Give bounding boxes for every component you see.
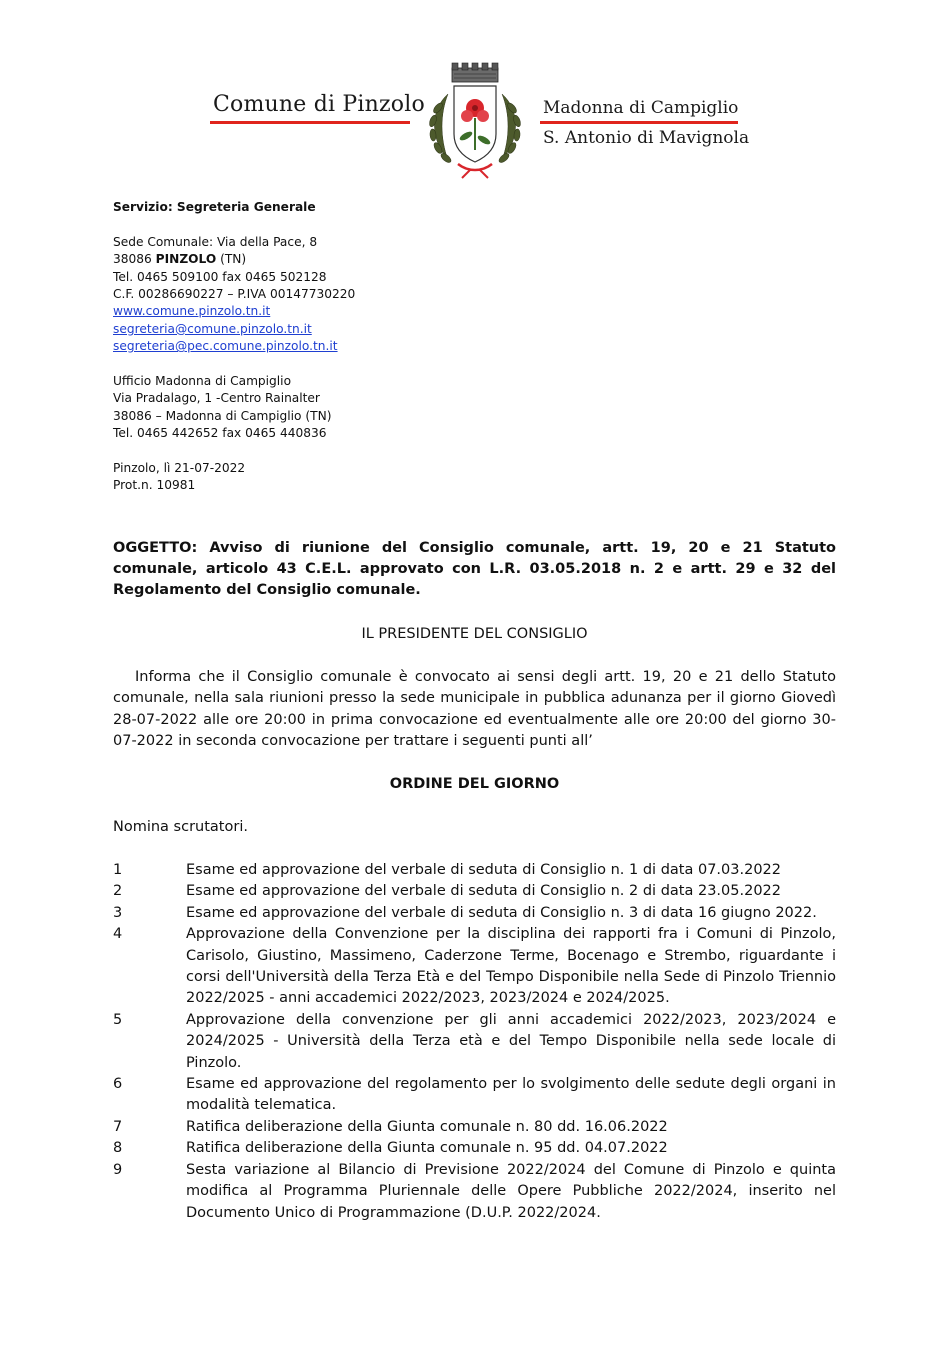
postcode: 38086 [113,252,152,267]
agenda-item-text: Approvazione della convenzione per gli anni accademici 2022/2023, 2023/2024 e 2024/2025 - Università della Terza età e del Tempo Disponibile nella sede locale di Pinzolo. [186,1011,836,1071]
address-line: Sede Comunale: Via della Pace, 8 [113,234,318,249]
agenda-item-number: 1 [113,862,123,878]
agenda-item-text: Approvazione della Convenzione per la disciplina dei rapporti fra i Comuni di Pinzolo, Carisolo, Giustino, Massimeno, Caderzone Terme, Bocenago e Strembo, riguardante i corsi dell'Università della Terza Età e del Tempo Disponibile nella Sede di Pinzolo Triennio 2022/2025 - anni accademici 2022/2023, 2023/2024 e 2024/2025. [186,926,836,1007]
agenda-item-number: 7 [113,1118,123,1135]
province: (TN) [220,252,247,267]
agenda-item-number: 3 [113,904,123,921]
agenda-item-number: 9 [113,1161,123,1178]
email-link[interactable]: segreteria@comune.pinzolo.tn.it [113,321,312,336]
scrutineers-item: Nomina scrutatori. [113,819,248,835]
postcode-city [113,251,833,268]
sender-block [113,199,833,495]
agenda-item-number: 6 [113,1076,123,1093]
agenda-list [113,860,836,1224]
agenda-heading: ORDINE DEL GIORNO [389,776,560,792]
letterhead [0,0,950,190]
president-heading: IL PRESIDENTE DEL CONSIGLIO [361,626,588,642]
office-name: Ufficio Madonna di Campiglio [113,374,292,389]
coat-of-arms-icon [418,56,532,180]
agenda-item-number: 2 [113,883,123,900]
agenda-item [113,881,836,902]
office-street: Via Pradalago, 1 -Centro Rainalter [113,391,320,406]
letterhead-red-rule-left [210,121,410,124]
website-link[interactable]: www.comune.pinzolo.tn.it [113,304,271,319]
subject-text: Avviso di riunione del Consiglio comunale, artt. 19, 20 e 21 Statuto comunale, articolo 43 C.E.L. approvato con L.R. 03.05.2018 n. 2 e artt. 29 e 32 del Regolamento del Consiglio comunale. [113,540,836,598]
agenda-item [113,1074,836,1117]
agenda-item-number: 4 [113,926,123,943]
office-phone: Tel. 0465 442652 fax 0465 440836 [113,426,327,441]
agenda-item [113,860,836,881]
agenda-item-text: Esame ed approvazione del verbale di seduta di Consiglio n. 2 di data 23.05.2022 [186,883,781,900]
agenda-item-number: 5 [113,1011,123,1028]
subject-label: OGGETTO: [113,540,198,556]
agenda-item-text: Esame ed approvazione del regolamento per lo svolgimento delle sedute degli organi in modalità telematica. [186,1076,836,1114]
service-name: Servizio: Segreteria Generale [113,200,316,214]
agenda-item [113,1117,836,1138]
agenda-item [113,903,836,924]
agenda-item-text: Esame ed approvazione del verbale di seduta di Consiglio n. 3 di data 16 giugno 2022. [186,904,817,921]
agenda-item [113,1138,836,1159]
fiscal-codes: C.F. 00286690227 – P.IVA 00147730220 [113,287,356,302]
agenda-item [113,1010,836,1074]
pec-link[interactable]: segreteria@pec.comune.pinzolo.tn.it [113,339,338,354]
convocation-paragraph: Informa che il Consiglio comunale è convocato ai sensi degli artt. 19, 20 e 21 dello Statuto comunale, nella sala riunioni presso la sede municipale in pubblica adunanza per il giorno Giovedì 28-07-2022 alle ore 20:00 in prima convocazione ed eventualmente alle ore 20:00 del giorno 30-07-2022 in seconda convocazione per trattare i seguenti punti all’ [113,669,836,750]
city: PINZOLO [155,252,217,267]
agenda-item [113,924,836,1010]
letterhead-locality-1: Madonna di Campiglio [543,98,739,118]
agenda-item-text: Esame ed approvazione del verbale di seduta di Consiglio n. 1 di data 07.03.2022 [186,862,781,878]
agenda-item-number: 8 [113,1140,123,1157]
office-city: 38086 – Madonna di Campiglio (TN) [113,408,332,423]
letterhead-red-rule-right [540,121,738,124]
agenda-item-text: Sesta variazione al Bilancio di Previsione 2022/2024 del Comune di Pinzolo e quinta modifica al Programma Pluriennale delle Opere Pubbliche 2022/2024, inserito nel Documento Unico di Programmazione (D.U.P. 2022/2024. [186,1161,836,1221]
subject [113,538,836,601]
letterhead-municipality-name: Comune di Pinzolo [213,92,425,117]
agenda-item-text: Ratifica deliberazione della Giunta comunale n. 95 dd. 04.07.2022 [186,1140,668,1157]
agenda-item [113,1160,836,1224]
letterhead-locality-2: S. Antonio di Mavignola [543,128,750,148]
protocol-number: Prot.n. 10981 [113,478,196,493]
phone-fax: Tel. 0465 509100 fax 0465 502128 [113,269,327,284]
place-date: Pinzolo, lì 21-07-2022 [113,461,246,476]
agenda-item-text: Ratifica deliberazione della Giunta comunale n. 80 dd. 16.06.2022 [186,1118,668,1135]
